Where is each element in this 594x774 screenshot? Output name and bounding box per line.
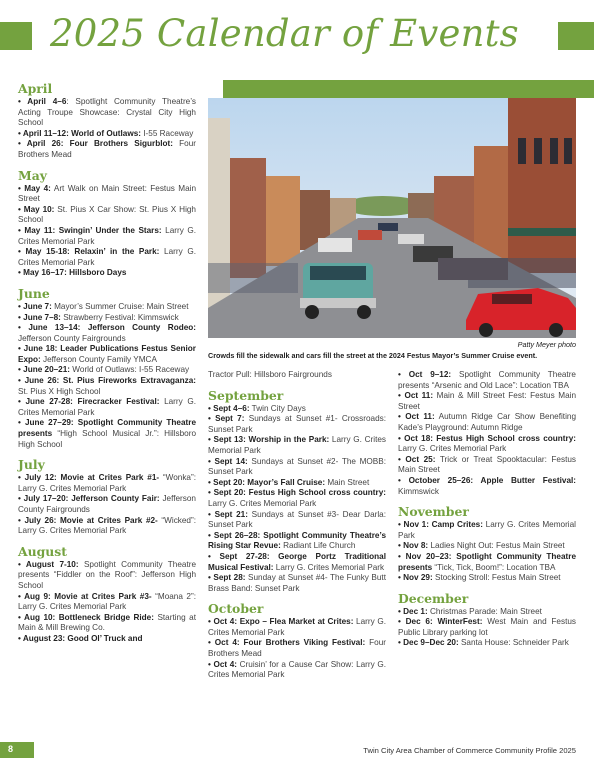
event-date-title: • Sept 26–28: Spotlight Community Theatre’s Rising Star Revue:: [208, 530, 386, 551]
event-date-title: • Oct 25:: [398, 454, 436, 464]
event-entry: [18, 97, 196, 129]
event-title: Sundays at Sunset #2-: [247, 456, 342, 466]
event-date-title: • October 25–26: Apple Butter Festival:: [398, 475, 576, 485]
event-date-title: • Sept 20: Festus High School cross country:: [208, 488, 386, 498]
event-date-title: • Nov 8:: [398, 541, 429, 551]
event-entry: [398, 573, 576, 584]
event-date-title: • June 7–8:: [18, 312, 61, 322]
event-date-title: • Oct 18: Festus High School cross country:: [398, 433, 576, 443]
event-entry: [208, 531, 386, 552]
event-entry: [18, 129, 196, 140]
event-location: Larry G. Crites Memorial Park: [208, 435, 386, 455]
event-location: West Main and Festus Public Library parking lot: [398, 617, 576, 637]
event-date-title: • Aug 10: Bottleneck Bridge Ride:: [18, 612, 154, 622]
event-date-title: • Aug 9: Movie at Crites Park #3-: [18, 591, 156, 601]
event-location: I-55 Raceway: [140, 128, 194, 138]
event-entry: [18, 247, 196, 268]
page-number: 8: [8, 744, 14, 754]
event-entry: [208, 552, 386, 573]
event-entry: [18, 323, 196, 344]
street-photo: [208, 98, 576, 338]
event-date-title: • Nov 29:: [398, 573, 433, 583]
event-entry: [18, 516, 196, 537]
event-entry: [398, 434, 576, 455]
event-date-title: • Nov 20–23: Spotlight Community Theatre presents: [398, 551, 576, 572]
event-entry: [208, 435, 386, 456]
event-location: Larry G. Crites Memorial Park: [398, 520, 576, 540]
event-date-title: • Sept 27-28: George Portz Traditional Musical Festival:: [208, 551, 386, 572]
event-title: Mayor’s Summer Cruise:: [51, 301, 147, 311]
event-location: The Funky Butt Brass Band: Sunset Park: [208, 573, 386, 593]
event-location: Larry G. Crites Memorial Park: [18, 247, 196, 267]
event-title: “Wonka”: [162, 473, 194, 483]
event-entry: [398, 607, 576, 618]
event-date-title: • Sept 20: Mayor’s Fall Cruise:: [208, 477, 326, 487]
event-entry: [398, 391, 576, 412]
event-entry: [18, 473, 196, 494]
event-date-title: • June 18: Leader Publications Festus Senior Expo:: [18, 344, 196, 364]
event-title: Christmas Parade:: [427, 606, 501, 616]
event-location: “Fiddler on the Roof”: Jefferson High School: [18, 570, 196, 590]
event-location: Crystal City High School: [18, 107, 196, 128]
event-date-title: • July 12: Movie at Crites Park #1-: [18, 473, 163, 483]
event-date-title: • Sept 28:: [208, 573, 246, 583]
events-column-2: [208, 370, 386, 681]
event-location: : Larry G. Crites Memorial Park: [18, 473, 196, 493]
event-title: “Wicked”: [161, 515, 194, 525]
page-title: 2025 Calendar of Events: [50, 12, 519, 55]
event-entry: [18, 344, 196, 365]
photo-accent-bar: [223, 80, 594, 98]
month-heading: May: [18, 167, 47, 183]
event-location: Jefferson County Family YMCA: [40, 354, 157, 364]
event-location: Larry G. Crites Memorial Park: [18, 225, 196, 246]
photo-caption: Crowds fill the sidewalk and cars fill the street at the 2024 Festus Mayor’s Summer Cruise event.: [208, 351, 538, 360]
event-title: Ladies Night Out:: [428, 541, 496, 551]
event-title: Spotlight Community Theatre presents: [398, 370, 576, 390]
event-date-title: • April 11–12: World of Outlaws:: [18, 128, 141, 138]
event-entry: [18, 184, 196, 205]
event-entry: [18, 560, 196, 592]
event-location: Schneider Park: [512, 638, 569, 648]
event-date-title: • May 15-18: Relaxin’ in the Park:: [18, 247, 160, 257]
event-entry: [398, 552, 576, 573]
event-title: St. Pius X Car Show:: [54, 204, 137, 214]
event-date-title: • April 26: Four Brothers Sigurblot:: [18, 139, 173, 149]
event-location: Larry G. Crites Memorial Park: [208, 617, 386, 637]
header-accent-right: [558, 22, 594, 50]
event-title: Main & Mill Street Fest:: [433, 391, 531, 401]
month-heading: August: [18, 543, 67, 559]
month-heading: July: [18, 457, 45, 473]
event-entry: [18, 418, 196, 450]
event-date-title: • May 10:: [18, 204, 55, 214]
event-location: Main Street: [325, 477, 370, 487]
event-location: Festus Main Street: [18, 183, 196, 204]
event-entry: [398, 541, 576, 552]
event-location: Jefferson County Fairgrounds: [18, 333, 126, 343]
event-date-title: • May 11: Swingin’ Under the Stars:: [18, 225, 162, 235]
event-date-title: • Oct 11:: [398, 412, 435, 422]
event-title: “High School Musical Jr.”: [57, 429, 157, 439]
event-entry: [208, 660, 386, 681]
event-entry: [18, 494, 196, 515]
event-location: Starting at Main & Mill Brewing Co.: [18, 612, 196, 633]
event-entry: [18, 397, 196, 418]
event-date-title: • Sept 7:: [208, 414, 245, 424]
event-location: Larry G. Crites Memorial Park: [208, 498, 317, 508]
event-date-title: • Dec 1:: [398, 606, 428, 616]
event-location: Radiant Life Church: [280, 541, 356, 551]
event-title: Art Walk on Main Street:: [50, 183, 151, 193]
event-entry: [398, 638, 576, 649]
event-location: Four Brothers Mead: [18, 139, 196, 159]
event-date-title: • Sept 13: Worship in the Park:: [208, 435, 330, 445]
event-entry: [18, 226, 196, 247]
event-date-title: • Dec 6: WinterFest:: [398, 617, 483, 627]
month-heading: June: [18, 285, 50, 301]
event-title: “Tick, Tick, Boom!”: [434, 562, 502, 572]
event-date-title: • June 13–14: Jefferson County Rodeo:: [18, 323, 196, 333]
event-date-title: • July 26: Movie at Crites Park #2-: [18, 515, 162, 525]
page-number-box: [0, 742, 34, 758]
event-entry: [208, 404, 386, 415]
event-location: : Larry G. Crites Memorial Park: [18, 591, 196, 612]
event-title: Strawberry Festival:: [60, 312, 138, 322]
event-entry: [18, 365, 196, 376]
event-title: Stocking Stroll:: [432, 573, 492, 583]
event-location: “Arsenic and Old Lace”: Location TBA: [431, 380, 569, 390]
events-column-1: [18, 82, 196, 645]
event-date-title: • Oct 4: Four Brothers Viking Festival:: [208, 638, 366, 648]
event-location: Larry G. Crites Memorial Park: [273, 562, 385, 572]
event-location: Jefferson County Fairgrounds: [18, 494, 196, 514]
event-entry: [208, 457, 386, 478]
event-entry: [18, 634, 196, 645]
event-date-title: • May 16–17: Hillsboro Days: [18, 268, 127, 278]
continued-event: Tractor Pull: Hillsboro Fairgrounds: [208, 370, 332, 379]
event-entry: [398, 476, 576, 497]
event-location: Larry G. Crites Memorial Park: [208, 659, 386, 680]
event-title: : Spotlight Community Theatre’s Acting Troupe Showcase:: [18, 97, 196, 117]
event-date-title: • Oct 11:: [398, 391, 434, 401]
event-location: Larry G. Crites Memorial Park: [18, 397, 196, 417]
event-entry: [208, 414, 386, 435]
event-entry: [398, 455, 576, 476]
event-entry: [398, 617, 576, 638]
event-date-title: • Sept 21:: [208, 509, 248, 519]
event-date-title: • May 4:: [18, 183, 51, 193]
event-entry: [18, 205, 196, 226]
month-heading: April: [18, 81, 53, 96]
event-date-title: • Nov 1: Camp Crites:: [398, 520, 483, 530]
month-heading: November: [398, 504, 469, 520]
event-entry: [208, 617, 386, 638]
event-entry: [398, 412, 576, 433]
event-location: : Hillsboro High School: [18, 429, 197, 449]
event-location: Larry G. Crites Memorial Park: [398, 444, 507, 454]
header-accent-left: [0, 22, 32, 50]
event-date-title: • Oct 9–12:: [398, 370, 452, 379]
event-location: The MOBB: Sunset Park: [208, 456, 386, 477]
event-entry: [18, 268, 196, 279]
event-title: Twin City Days: [249, 403, 306, 413]
event-date-title: • Oct 4:: [208, 659, 238, 669]
event-date-title: • June 20–21:: [18, 365, 71, 375]
event-entry: [18, 376, 196, 397]
event-location: Festus Main Street: [491, 573, 561, 583]
event-entry: [18, 139, 196, 160]
event-entry: [208, 638, 386, 659]
events-column-3: [398, 370, 576, 649]
event-title: World of Outlaws:: [70, 365, 140, 375]
event-location: St. Pius X High School: [18, 204, 196, 225]
event-location: : Location TBA: [501, 562, 556, 572]
event-date-title: • August 7-10:: [18, 559, 79, 569]
event-date-title: • Sept 4–6:: [208, 403, 250, 413]
event-entry: [208, 510, 386, 531]
event-title: “Moana 2”: [155, 591, 194, 601]
event-location: Festus Main Street: [398, 391, 576, 411]
event-title: Trick or Treat Spooktacular:: [435, 454, 552, 464]
footer-text: Twin City Area Chamber of Commerce Community Profile 2025: [363, 746, 576, 755]
event-title: Autumn Ridge Car Show Benefiting Kade’s Playground:: [398, 412, 576, 432]
event-entry: [18, 592, 196, 613]
event-title: Spotlight Community Theatre presents: [18, 559, 196, 580]
event-location: Festus Main Street: [495, 541, 565, 551]
event-entry: [208, 478, 386, 489]
month-heading: October: [208, 601, 264, 617]
event-location: Dear Darla: Sunset Park: [208, 509, 386, 530]
event-location: I-55 Raceway: [139, 365, 190, 375]
event-entry: [398, 520, 576, 541]
event-date-title: • July 17–20: Jefferson County Fair:: [18, 494, 160, 504]
event-entry: [18, 613, 196, 634]
event-location: Main Street: [146, 301, 189, 311]
event-date-title: • Dec 9–Dec 20:: [398, 638, 459, 648]
photo-credit: Patty Meyer photo: [517, 340, 576, 349]
event-date-title: • June 7:: [18, 301, 52, 311]
event-title: Cruisin’ for a Cause Car Show:: [237, 659, 357, 669]
event-entry: [208, 573, 386, 594]
event-title: Sunday at Sunset #4-: [245, 573, 330, 583]
event-location: Kimmswick: [137, 312, 179, 322]
event-title: Sundays at Sunset #3-: [247, 509, 343, 519]
event-date-title: • June 27–29: Spotlight Community Theatre presents: [18, 418, 196, 439]
event-title: Santa House:: [458, 638, 513, 648]
event-date-title: • June 27-28: Firecracker Festival:: [18, 397, 160, 407]
month-heading: December: [398, 590, 469, 606]
event-location: Kimmswick: [398, 486, 439, 496]
month-heading: September: [208, 387, 284, 403]
event-title: Sundays at Sunset #1-: [244, 414, 342, 424]
event-entry: [208, 488, 386, 509]
event-date-title: • August 23: Good Ol’ Truck and: [18, 633, 143, 643]
event-entry: [398, 370, 576, 391]
event-date-title: • April 4–6: [18, 97, 67, 106]
event-location: : Larry G. Crites Memorial Park: [18, 515, 196, 536]
event-location: Main Street: [500, 606, 542, 616]
event-location: Festus Main Street: [398, 454, 576, 475]
event-date-title: • Sept 14:: [208, 456, 248, 466]
event-entry: [18, 313, 196, 324]
event-location: St. Pius X High School: [18, 386, 101, 396]
event-location: Autumn Ridge: [470, 422, 523, 432]
event-entry: [18, 302, 196, 313]
event-date-title: • June 26: St. Pius Fireworks Extravaganza:: [18, 376, 196, 386]
event-date-title: • Oct 4: Expo – Flea Market at Crites:: [208, 617, 354, 627]
event-location: Crossroads: Sunset Park: [208, 414, 386, 434]
event-location: Four Brothers Mead: [208, 638, 386, 659]
